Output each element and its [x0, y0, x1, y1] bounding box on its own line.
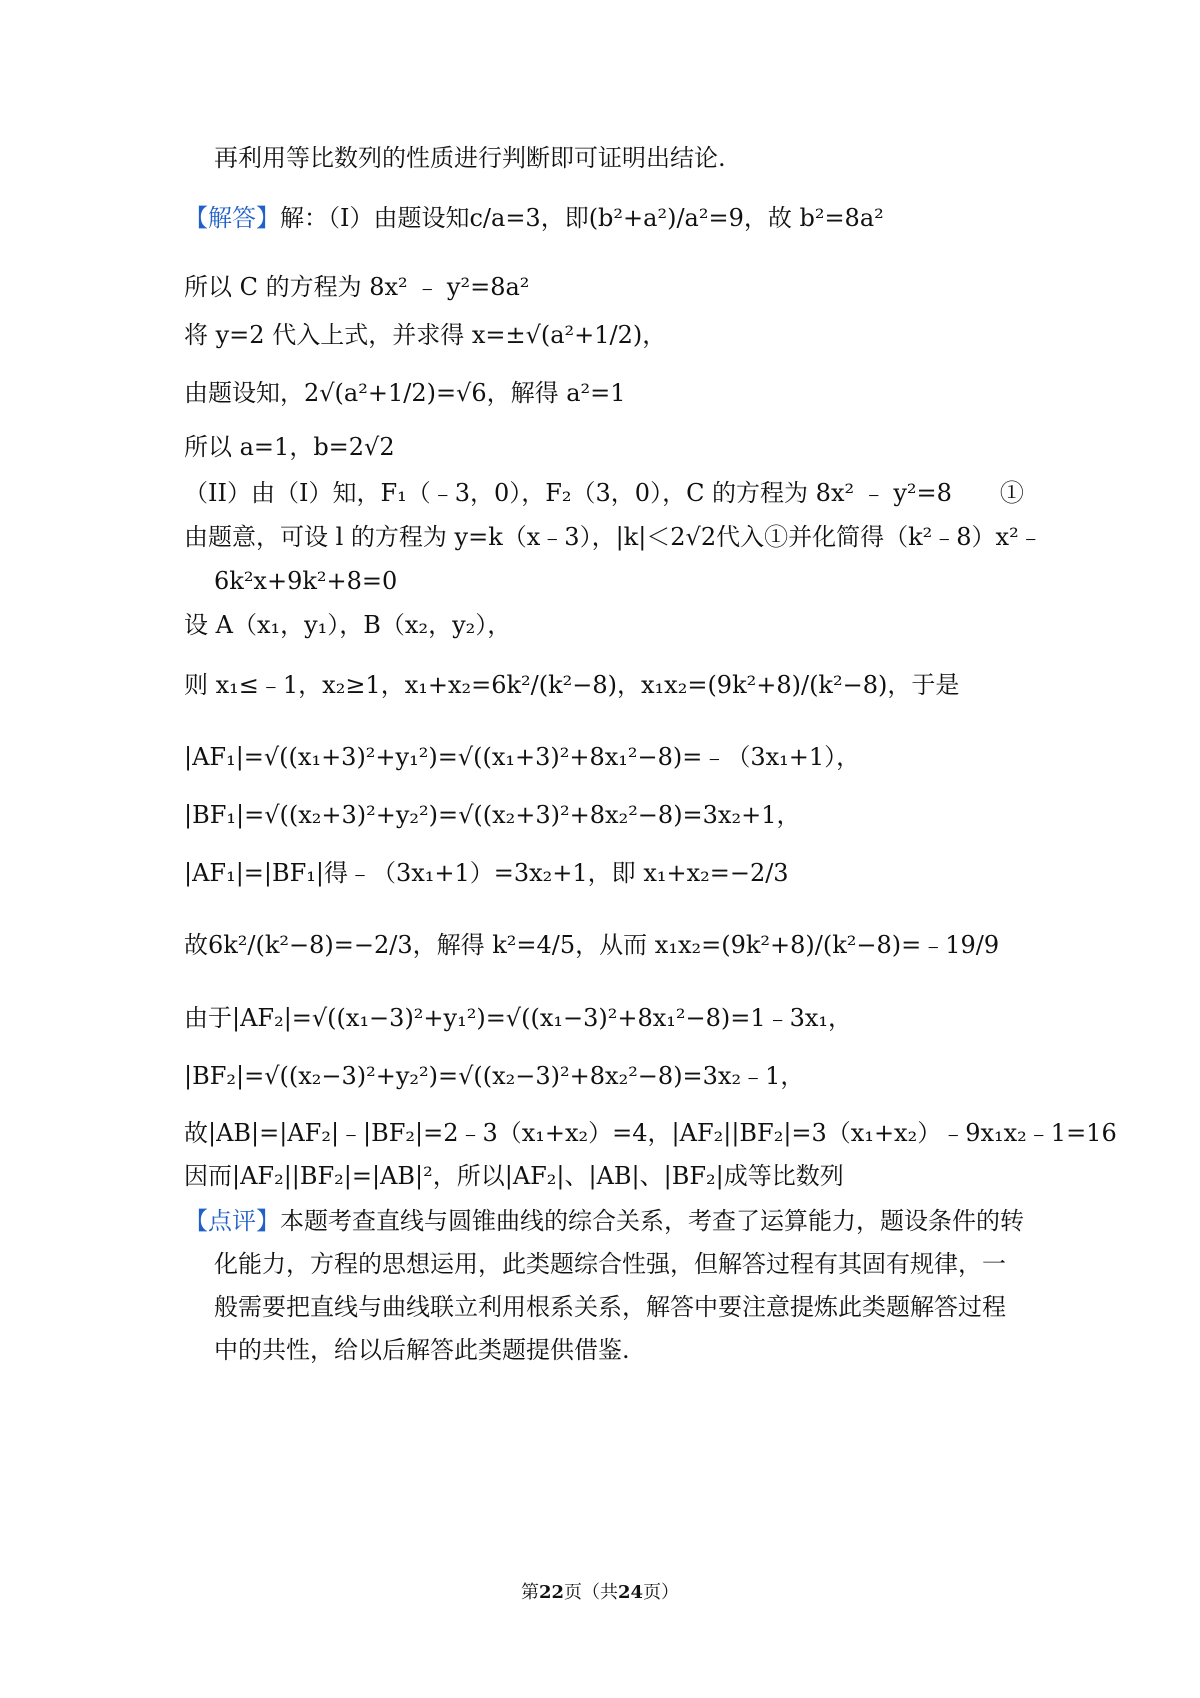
text-line-part2-7: |BF₁|=√((x₂+3)²+y₂²)=√((x₂+3)²+8x₂²−8)=3x₂+1，	[184, 801, 801, 829]
text-line-part2-5: 则 x₁≤﹣1，x₂≥1，x₁+x₂=6k²/(k²−8)，x₁x₂=(9k²+8)/(k²−8)，于是	[184, 671, 960, 699]
page-footer: 第22页（共24页）	[520, 1582, 680, 1603]
text-line-part2-11: |BF₂|=√((x₂−3)²+y₂²)=√((x₂−3)²+8x₂²−8)=3x₂﹣1，	[184, 1062, 805, 1090]
answer-label: 【解答】	[184, 204, 280, 232]
text-line-part2-6: |AF₁|=√((x₁+3)²+y₁²)=√((x₁+3)²+8x₁²−8)=﹣（3x₁+1），	[184, 743, 861, 771]
text-line-answer-2: 所以 C 的方程为 8x² ﹣ y²=8a²	[184, 273, 530, 301]
text-line-part2-1: （II）由（I）知，F₁（﹣3，0），F₂（3，0），C 的方程为 8x² ﹣ y²=8 ①	[184, 479, 1024, 507]
text-line-part2-9: 故6k²/(k²−8)=−2/3，解得 k²=4/5，从而 x₁x₂=(9k²+8)/(k²−8)=﹣19/9	[184, 931, 1000, 959]
page-number: 22	[538, 1582, 564, 1603]
comment-label: 【点评】	[184, 1207, 280, 1235]
text-line-part2-3: 6k²x+9k²+8=0	[214, 567, 398, 595]
text-line-comment-2: 化能力，方程的思想运用，此类题综合性强，但解答过程有其固有规律，一	[214, 1250, 1006, 1278]
text-line-comment-4: 中的共性，给以后解答此类题提供借鉴.	[214, 1336, 630, 1364]
text-line-part2-10: 由于|AF₂|=√((x₁−3)²+y₁²)=√((x₁−3)²+8x₁²−8)=1﹣3x₁，	[184, 1004, 853, 1032]
text-line-part2-4: 设 A（x₁，y₁），B（x₂，y₂），	[184, 611, 512, 639]
page-total: 24	[618, 1582, 644, 1603]
text-line-comment-1: 【点评】本题考查直线与圆锥曲线的综合关系，考查了运算能力，题设条件的转	[184, 1207, 1024, 1235]
text-line-part2-12: 故|AB|=|AF₂|﹣|BF₂|=2﹣3（x₁+x₂）=4，|AF₂||BF₂|=3（x₁+x₂）﹣9x₁x₂﹣1=16	[184, 1119, 1117, 1147]
text-line-answer-1: 【解答】解：（I）由题设知c/a=3，即(b²+a²)/a²=9，故 b²=8a²	[184, 204, 884, 232]
text-line-answer-5: 所以 a=1，b=2√2	[184, 433, 395, 461]
text-line-comment-3: 般需要把直线与曲线联立利用根系关系，解答中要注意提炼此类题解答过程	[214, 1293, 1006, 1321]
text-line-answer-3: 将 y=2 代入上式，并求得 x=±√(a²+1/2)，	[184, 321, 667, 349]
text-line-analysis-end: 再利用等比数列的性质进行判断即可证明出结论.	[214, 144, 726, 172]
text-line-answer-4: 由题设知，2√(a²+1/2)=√6，解得 a²=1	[184, 379, 626, 407]
text-line-part2-8: |AF₁|=|BF₁|得﹣（3x₁+1）=3x₂+1，即 x₁+x₂=−2/3	[184, 859, 789, 887]
text-line-part2-2: 由题意，可设 l 的方程为 y=k（x﹣3），|k|＜2√2代入①并化简得（k²﹣8）x²﹣	[184, 523, 1043, 551]
text-line-part2-13: 因而|AF₂||BF₂|=|AB|²，所以|AF₂|、|AB|、|BF₂|成等比数列	[184, 1162, 844, 1190]
